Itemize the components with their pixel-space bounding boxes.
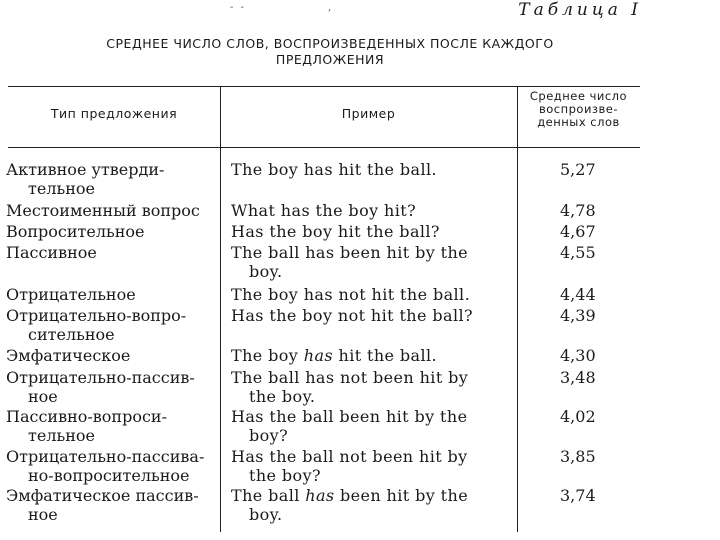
example-line: the boy?	[249, 466, 321, 485]
table-number: Таблица I	[518, 0, 642, 20]
top-marks	[230, 2, 334, 13]
value-cell: 4,39	[560, 306, 596, 325]
example-cell	[231, 222, 513, 241]
example-line: Has the ball been hit by the	[231, 407, 468, 426]
example-cell	[231, 346, 513, 365]
type-line: сительное	[28, 325, 115, 344]
example-cell	[231, 306, 513, 325]
type-line: тельное	[28, 426, 95, 445]
example-cell	[231, 160, 513, 179]
type-line: Отрицательно-пассив-	[6, 368, 195, 387]
example-line: The boy has hit the ball.	[231, 160, 437, 179]
example-cell	[231, 285, 513, 304]
type-cell	[6, 222, 212, 241]
header-type: Тип предложения	[50, 106, 178, 121]
example-text: hit the ball.	[333, 346, 438, 365]
type-cell	[6, 346, 212, 365]
type-line: Активное утверди-	[6, 160, 165, 179]
example-emphasis: has	[303, 346, 333, 365]
type-line: Пассивное	[6, 243, 97, 262]
example-cell	[231, 368, 513, 406]
type-line: но-вопросительное	[28, 466, 190, 485]
value-cell: 3,85	[560, 447, 596, 466]
value-cell: 3,74	[560, 486, 596, 505]
type-cell	[6, 243, 212, 262]
example-line: What has the boy hit?	[231, 201, 417, 220]
example-line: The ball has not been hit by	[231, 368, 469, 387]
header-value-line-1: Среднее число	[529, 89, 628, 103]
type-line: Отрицательно-вопро-	[6, 306, 187, 325]
type-line: Вопросительное	[6, 222, 145, 241]
table-title	[30, 36, 630, 68]
example-emphasis: has	[305, 486, 335, 505]
example-line: boy?	[249, 426, 289, 445]
example-line: Has the ball not been hit by	[231, 447, 468, 466]
type-line: Местоименный вопрос	[6, 201, 200, 220]
example-line: the boy.	[249, 387, 316, 406]
type-cell	[6, 368, 212, 406]
value-cell: 4,02	[560, 407, 596, 426]
column-divider-1	[220, 86, 221, 532]
type-cell	[6, 306, 212, 344]
example-text: The ball	[231, 486, 306, 505]
top-mark-left: - -	[230, 2, 246, 13]
column-divider-2	[517, 86, 518, 532]
type-cell	[6, 201, 212, 220]
type-line: тельное	[28, 179, 95, 198]
value-cell: 4,67	[560, 222, 596, 241]
example-line: Has the boy hit the ball?	[231, 222, 440, 241]
example-line: The ball has been hit by the	[231, 243, 469, 262]
top-mark-right: ,	[328, 2, 334, 13]
type-line: Отрицательное	[6, 285, 136, 304]
example-line	[231, 346, 513, 365]
header-value-line-3: денных слов	[537, 115, 620, 129]
type-cell	[6, 407, 212, 445]
header-example: Пример	[341, 106, 396, 121]
type-line: Эмфатическое	[6, 346, 131, 365]
header-top-rule	[8, 86, 640, 87]
type-cell	[6, 486, 212, 524]
value-cell: 4,78	[560, 201, 596, 220]
example-cell	[231, 486, 513, 524]
example-cell	[231, 407, 513, 445]
example-cell	[231, 447, 513, 485]
example-line: Has the boy not hit the ball?	[231, 306, 473, 325]
example-text: been hit by the	[334, 486, 469, 505]
example-line	[231, 486, 513, 505]
example-text: The boy	[231, 346, 304, 365]
type-line: ное	[28, 505, 58, 524]
value-cell: 4,30	[560, 346, 596, 365]
header-bottom-rule	[8, 147, 640, 148]
example-cell	[231, 243, 513, 281]
type-line: Пассивно-вопроси-	[6, 407, 167, 426]
value-cell: 4,55	[560, 243, 596, 262]
value-cell: 5,27	[560, 160, 596, 179]
example-cell	[231, 201, 513, 220]
example-line: boy.	[249, 262, 283, 281]
example-line: The boy has not hit the ball.	[231, 285, 471, 304]
header-value-line-2: воспроизве-	[538, 102, 619, 116]
type-line: Отрицательно-пассива-	[6, 447, 205, 466]
type-cell	[6, 285, 212, 304]
title-line-2: ПРЕДЛОЖЕНИЯ	[275, 52, 385, 67]
type-cell	[6, 160, 212, 198]
value-cell: 3,48	[560, 368, 596, 387]
type-line: ное	[28, 387, 58, 406]
type-line: Эмфатическое пассив-	[6, 486, 199, 505]
title-line-1: СРЕДНЕЕ ЧИСЛО СЛОВ, ВОСПРОИЗВЕДЕННЫХ ПОСЛЕ КАЖДОГО	[106, 36, 554, 51]
type-cell	[6, 447, 212, 485]
header-value	[517, 90, 640, 129]
value-cell: 4,44	[560, 285, 596, 304]
example-line: boy.	[249, 505, 283, 524]
